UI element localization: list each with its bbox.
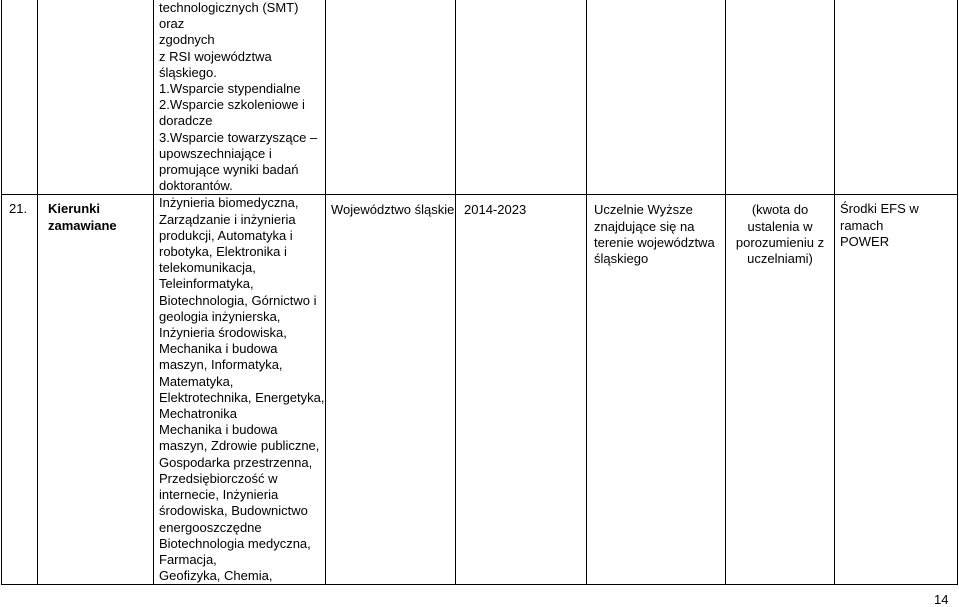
empty-cell — [835, 0, 958, 195]
empty-cell — [326, 0, 456, 195]
empty-cell — [587, 0, 726, 195]
table-row-continued — [2, 0, 958, 195]
table-row — [2, 195, 958, 585]
fields-of-study-cell: Inżynieria biomedyczna, Zarządzanie i inżynieria produkcji, Automatyka i robotyka, Elektronika i telekomunikacja, Teleinformatyka, Biotechnologia, Górnictwo i geologia inżynierska, Inżynieria środowiska, Mechanika i budowa maszyn, Informatyka, Matematyka, Elektrotechnika, Energetyka, Mechatronika Mechanika i budowa maszyn, Zdrowie publiczne, Gospodarka przestrzenna, Przedsiębiorczość w internecie, Inżynieria środowiska, Budownictwo energooszczędne Biotechnologia medyczna, Farmacja, Geofizyka, Chemia, — [154, 195, 326, 585]
page-number: 14 — [934, 592, 949, 607]
row-number-cell: 21. — [2, 195, 38, 585]
region-cell: Województwo śląskie — [326, 195, 456, 585]
empty-cell — [2, 0, 38, 195]
funding-source-cell: Środki EFS w ramach POWER — [835, 195, 958, 585]
empty-cell — [38, 0, 154, 195]
type-cell: Kierunki zamawiane — [38, 195, 154, 585]
recipients-cell: Uczelnie Wyższe znajdujące się na terenie województwa śląskiego — [587, 195, 726, 585]
programme-table — [1, 0, 958, 585]
empty-cell — [456, 0, 587, 195]
amount-cell: (kwota do ustalenia w porozumieniu z uczelniami) — [726, 195, 835, 585]
years-cell: 2014-2023 — [456, 195, 587, 585]
empty-cell — [726, 0, 835, 195]
continued-description-cell: technologicznych (SMT) oraz zgodnych z RSI województwa śląskiego. 1.Wsparcie stypendialne 2.Wsparcie szkoleniowe i doradcze 3.Wsparcie towarzyszące – upowszechniające i promujące wyniki badań doktorantów. — [154, 0, 326, 195]
